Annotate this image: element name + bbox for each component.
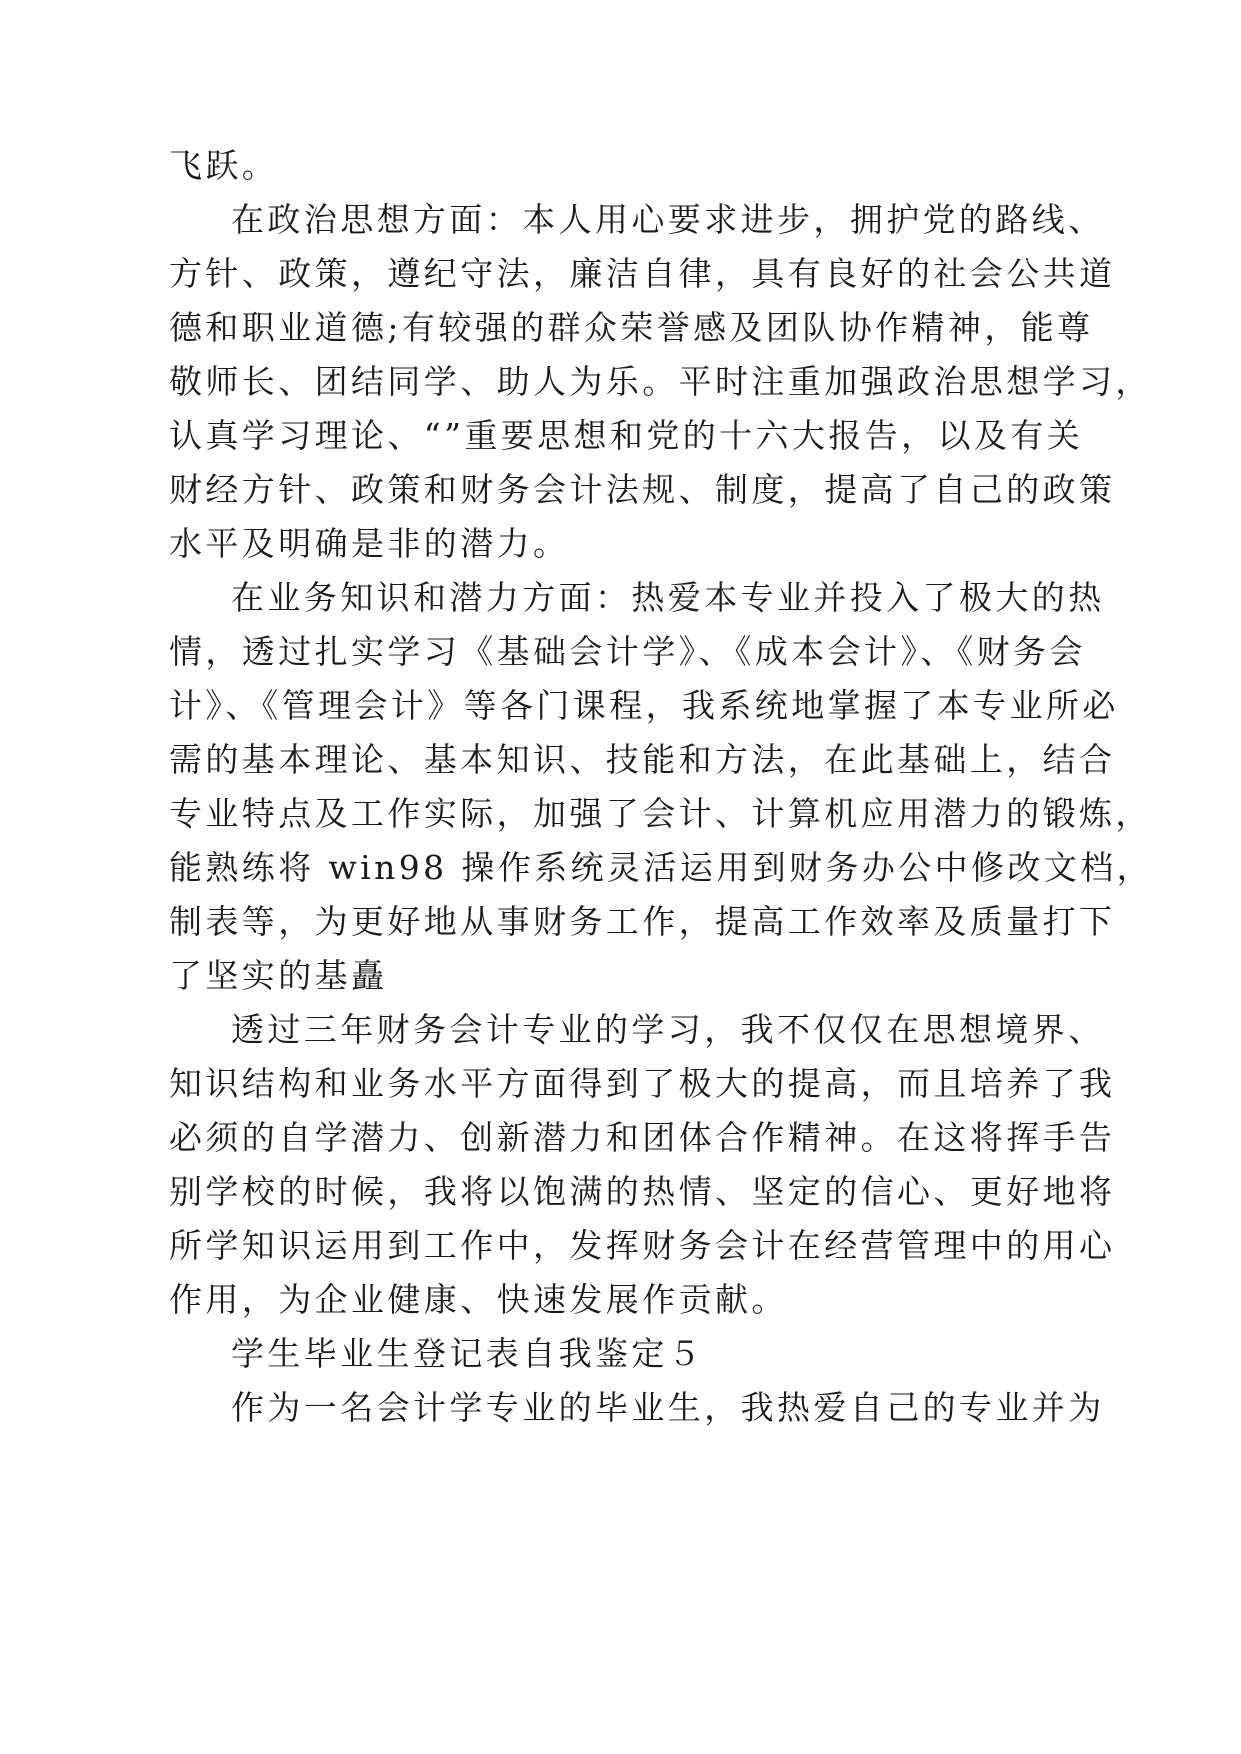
text-line-content: 水平及明确是非的潜力。 xyxy=(169,524,570,563)
text-line-content: 专业特点及工作实际，加强了会计、计算机应用潜力的锻炼， xyxy=(169,794,1152,833)
text-line-content: 飞跃。 xyxy=(169,146,279,185)
text-line-content: 在业务知识和潜力方面：热爱本专业并投入了极大的热 xyxy=(231,578,1105,617)
text-line-content: 财经方针、政策和财务会计法规、制度，提高了自己的政策 xyxy=(169,470,1116,509)
text-line-content: 所学知识运用到工作中，发挥财务会计在经营管理中的用心 xyxy=(169,1226,1116,1265)
text-line-content: 需的基本理论、基本知识、技能和方法，在此基础上，结合 xyxy=(169,740,1116,779)
text-line-content: 别学校的时候，我将以饱满的热情、坚定的信心、更好地将 xyxy=(169,1172,1116,1211)
text-line-content: 方针、政策，遵纪守法，廉洁自律，具有良好的社会公共道 xyxy=(169,254,1116,293)
section-heading: 学生毕业生登记表自我鉴定５ xyxy=(231,1334,705,1373)
text-line-content: 能熟练将 win98 操作系统灵活运用到财务办公中修改文档， xyxy=(169,848,1154,887)
text-line-content: 敬师长、团结同学、助人为乐。平时注重加强政治思想学习， xyxy=(169,362,1152,401)
text-line-content: 德和职业道德;有较强的群众荣誉感及团队协作精神，能尊 xyxy=(169,308,1094,347)
text-line-content: 作为一名会计学专业的毕业生，我热爱自己的专业并为 xyxy=(231,1388,1105,1427)
text-line-content: 认真学习理论、“”重要思想和党的十六大报告，以及有关 xyxy=(169,416,1084,455)
text-line-content: 知识结构和业务水平方面得到了极大的提高，而且培养了我 xyxy=(169,1064,1116,1103)
text-line-content: 必须的自学潜力、创新潜力和团体合作精神。在这将挥手告 xyxy=(169,1118,1116,1157)
text-line-content: 计》、《管理会计》等各门课程，我系统地掌握了本专业所必 xyxy=(169,686,1119,725)
text-line-content: 在政治思想方面：本人用心要求进步，拥护党的路线、 xyxy=(231,200,1105,239)
text-line-content: 透过三年财务会计专业的学习，我不仅仅在思想境界、 xyxy=(231,1010,1105,1049)
text-line-content: 作用，为企业健康、快速发展作贡献。 xyxy=(169,1280,788,1319)
text-line-content: 情，透过扎实学习《基础会计学》、《成本会计》、《财务会 xyxy=(169,632,1086,671)
text-line-content: 了坚实的基矗 xyxy=(169,956,388,995)
text-line-content: 制表等，为更好地从事财务工作，提高工作效率及质量打下 xyxy=(169,902,1116,941)
